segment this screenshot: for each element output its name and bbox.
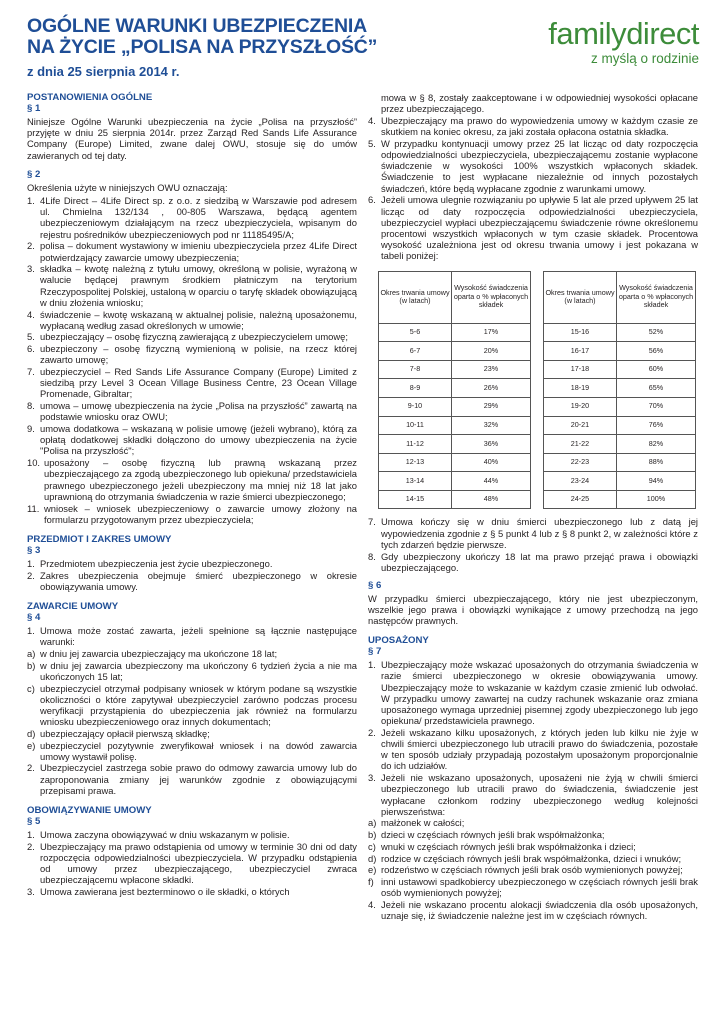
list-item-text: Jeżeli nie wskazano procentu alokacji świadczenia dla osób uposażonych, uznaje się, iż świadczenie należne jest im w częściach równych. <box>381 898 698 922</box>
table-header-benefit: Wysokość świadczenia oparta o % wpłaconych składek <box>452 271 531 323</box>
list-item <box>27 400 357 422</box>
table-row <box>544 453 696 472</box>
table-header-period: Okres trwania umowy (w latach) <box>544 271 617 323</box>
list-item-text: Gdy ubezpieczony ukończy 18 lat ma prawo przejąć prawa i obowiązki ubezpieczającego. <box>381 550 698 573</box>
table-cell-percent: 20% <box>452 342 531 361</box>
list-item <box>27 240 357 262</box>
list-item <box>27 683 357 728</box>
list-item <box>27 263 357 308</box>
benefit-table-left <box>378 271 531 510</box>
list-item <box>27 366 357 400</box>
table-row <box>379 360 531 379</box>
validity-list-end <box>368 516 698 573</box>
table-row <box>379 379 531 398</box>
table-cell-period: 7-8 <box>379 360 452 379</box>
list-item-number: 8. <box>27 400 35 412</box>
list-item-text: Ubezpieczający ma prawo do wypowiedzenia umowy w każdym czasie ze skutkiem na koniec okresu, za jaki została opłacona ostatnia składka. <box>381 114 698 138</box>
table-row <box>379 342 531 361</box>
document-title: OGÓLNE WARUNKI UBEZPIECZENIA NA ŻYCIE „POLISA NA PRZYSZŁOŚĆ” <box>27 15 378 58</box>
list-item-text: Umowa może zostać zawarta, jeżeli spełnione są łącznie następujące warunki: <box>40 625 357 648</box>
list-item-text: świadczenie – kwotę wskazaną w aktualnej polisie, należną uposażonemu, wypłacaną według zasad określonych w umowie; <box>40 308 357 331</box>
list-item <box>368 829 698 840</box>
list-item-number: b) <box>27 659 36 671</box>
table-cell-period: 9-10 <box>379 397 452 416</box>
list-item-text: w dniu jej zawarcia ubezpieczający ma ukończone 18 lat; <box>40 647 278 659</box>
list-item-text: w dniu jej zawarcia ubezpieczony ma ukończony 6 tydzień życia a nie ma ukończonych 15 lat; <box>40 659 357 682</box>
list-item-number: f) <box>368 875 374 887</box>
list-item <box>27 423 357 457</box>
list-item-text: umowa dodatkowa – wskazaną w polisie umowę (jeżeli wybrano), którą za opłatą dodatkowej składki dołączono do umowy ubezpieczenia na życie "Polisa na przyszłość"; <box>40 423 357 457</box>
list-item-text: dzieci w częściach równych jeśli brak współmałżonka; <box>381 829 605 841</box>
table-cell-period: 19-20 <box>544 397 617 416</box>
list-item <box>368 138 698 194</box>
table-row <box>379 416 531 435</box>
list-item <box>27 648 357 659</box>
list-item-number: d) <box>368 852 377 864</box>
list-item-text: mowa w § 8, zostały zaakceptowane i w odpowiedniej wysokości opłacane przez ubezpieczającego. <box>381 92 698 115</box>
list-item-number: 4. <box>368 898 376 910</box>
list-item <box>27 829 357 840</box>
list-item <box>368 772 698 817</box>
list-item-text: rodzeństwo w częściach równych jeśli brak osób wymienionych powyżej; <box>381 864 683 876</box>
list-item-text: Ubezpieczający ma prawo odstąpienia od umowy w terminie 30 dni od daty rozpoczęcia odpowiedzialności ubezpieczyciela. W przypadku odstąpienia od umowy przez ubezpieczającego, ubezpieczyciel zwraca ubezpieczającemu wpłacone składki. <box>40 840 357 886</box>
table-cell-percent: 26% <box>452 379 531 398</box>
list-item-text: ubezpieczyciel – Red Sands Life Assurance Company (Europe) Limited z siedzibą przy Level 3 Ocean Village Business Centre, 23 Ocean Village Promenade, Gibraltar; <box>40 366 357 400</box>
table-row <box>544 397 696 416</box>
list-item-number: 1. <box>27 557 35 569</box>
logo-brand: familydirect <box>548 16 699 51</box>
table-cell-percent: 52% <box>617 323 696 342</box>
list-item-number: 7. <box>27 366 35 378</box>
list-item <box>368 659 698 726</box>
paragraph-text: Określenia użyte w niniejszych OWU oznaczają: <box>27 181 228 193</box>
section-heading: UPOSAŻONY <box>368 635 429 647</box>
list-item <box>27 660 357 682</box>
list-item-number: 6. <box>27 343 35 355</box>
list-item-number <box>368 92 381 114</box>
table-row <box>544 490 696 509</box>
table-cell-period: 18-19 <box>544 379 617 398</box>
list-item-number: 3. <box>27 886 35 898</box>
table-cell-period: 16-17 <box>544 342 617 361</box>
benefit-tables <box>378 271 696 510</box>
section-heading: POSTANOWIENIA OGÓLNE <box>27 92 153 103</box>
list-item <box>368 115 698 137</box>
list-item <box>368 853 698 864</box>
list-item-text: Przedmiotem ubezpieczenia jest życie ubezpieczonego. <box>40 557 273 569</box>
list-item <box>27 625 357 647</box>
list-item <box>27 570 357 592</box>
table-row <box>379 490 531 509</box>
table-cell-percent: 36% <box>452 435 531 454</box>
list-item <box>368 516 698 550</box>
table-cell-period: 14-15 <box>379 490 452 509</box>
table-cell-period: 20-21 <box>544 416 617 435</box>
paragraph-number: § 6 <box>368 579 382 591</box>
conclusion-list <box>27 625 357 796</box>
table-row <box>544 379 696 398</box>
list-item <box>368 817 698 828</box>
list-item-text: Umowa kończy się w dniu śmierci ubezpieczonego lub z datą jej wypowiedzenia zgodnie z § 5 punkt 4 lub z § 8 punkt 2, w zależności które z tych zdarzeń będzie pierwsze. <box>381 516 698 550</box>
list-item-number: 11. <box>27 502 40 514</box>
list-item-number: 2. <box>27 840 35 852</box>
list-item-number: e) <box>368 864 377 876</box>
table-cell-percent: 65% <box>617 379 696 398</box>
right-column <box>368 92 698 922</box>
table-row <box>544 360 696 379</box>
list-item <box>27 728 357 739</box>
list-item-number: c) <box>27 682 35 694</box>
list-item <box>368 876 698 898</box>
list-item-number: 1. <box>27 195 35 207</box>
paragraph-number: § 5 <box>27 816 41 828</box>
list-item-text: W przypadku kontynuacji umowy przez 25 lat licząc od daty rozpoczęcia odpowiedzialności ubezpieczyciela, ubezpieczającemu zostanie wypłacone świadczenie w wysokości 100% wszystkich wpłaconych składek. Świadczenie to jest wypłacane niezależnie od innych pozostałych świadczeń, które będą wypłacane zgodnie z warunkami umowy. <box>381 137 698 194</box>
list-item <box>27 195 357 240</box>
table-cell-percent: 88% <box>617 453 696 472</box>
list-item-number: 10. <box>27 457 41 469</box>
list-item-number: b) <box>368 829 377 841</box>
left-column <box>27 92 357 898</box>
table-cell-percent: 32% <box>452 416 531 435</box>
table-cell-period: 8-9 <box>379 379 452 398</box>
list-item-text: inni ustawowi spadkobiercy ubezpieczonego w częściach równych jeśli brak osób wymienionych powyżej; <box>381 875 698 899</box>
table-row <box>379 435 531 454</box>
benefit-table-right <box>543 271 696 510</box>
list-item <box>368 551 698 573</box>
list-item-number: 4. <box>27 308 35 320</box>
table-cell-percent: 60% <box>617 360 696 379</box>
table-cell-period: 17-18 <box>544 360 617 379</box>
table-row <box>544 435 696 454</box>
paragraph-number: § 1 <box>27 103 41 114</box>
table-row <box>379 397 531 416</box>
table-cell-percent: 44% <box>452 472 531 491</box>
table-cell-period: 13-14 <box>379 472 452 491</box>
table-row <box>544 416 696 435</box>
list-item-text: Jeżeli wskazano kilku uposażonych, z których jeden lub kilku nie żyje w chwili śmierci ubezpieczonego lub utracili prawo do świadczenia, pozostałe w ten sposób udziały przypadają pozostałym uposażonym proporcjonalnie do ich udziałów. <box>381 726 698 772</box>
list-item <box>368 841 698 852</box>
paragraph-text: Niniejsze Ogólne Warunki ubezpieczenia na życie „Polisa na przyszłość” przyjęte w dniu 25 sierpnia 2014r. przez Zarząd Red Sands Life Assurance Company (Europe) Limited, zwane dalej OWU, stosuje się do umów zawieranych od tej daty. <box>27 116 357 161</box>
list-item-number: 5. <box>27 331 35 343</box>
list-item <box>27 841 357 886</box>
list-item <box>27 558 357 569</box>
document-date: z dnia 25 sierpnia 2014 r. <box>27 64 180 79</box>
list-item-text: Ubezpieczający może wskazać uposażonych do otrzymania świadczenia w razie śmierci ubezpieczonego w okresie obowiązywania umowy. Ubezpieczający może to wskazanie w każdym czasie zmienić lub odwołać. W przypadku umowy zawartej na cudzy rachunek wskazanie oraz zmiana uposażonego wymaga uprzedniej pisemnej zgody ubezpieczonego lub jego opiekuna/ przedstawiciela prawnego. <box>381 659 698 727</box>
list-item-text: ubezpieczyciel otrzymał podpisany wniosek w którym podane są wszystkie okoliczności o które zapytywał ubezpieczyciel zarówno podczas procesu weryfikacji przystąpienia do ubezpieczenia jak również na formularzu wniosku ubezpieczeniowego oraz innych dokumentach; <box>40 682 357 728</box>
list-item <box>27 331 357 342</box>
list-item-text: Ubezpieczyciel zastrzega sobie prawo do odmowy zawarcia umowy lub do zaproponowania zmiany jej warunków zgodnie z obowiązującymi przepisami prawa. <box>40 762 357 796</box>
list-item-number: 1. <box>27 829 35 841</box>
table-cell-percent: 17% <box>452 323 531 342</box>
list-item <box>27 309 357 331</box>
table-row <box>379 323 531 342</box>
list-item-number: 3. <box>27 263 35 275</box>
table-cell-period: 23-24 <box>544 472 617 491</box>
list-item-text: składka – kwotę należną z tytułu umowy, określoną w polisie, wyrażoną w walucie będącej prawnym środkiem płatniczym na terytorium Rzeczypospolitej Polskiej, ustaloną w oparciu o taryfę składek obowiązującą w dniu złożenia wniosku; <box>40 263 357 308</box>
list-item <box>27 762 357 796</box>
familydirect-logo <box>548 18 699 66</box>
table-cell-percent: 100% <box>617 490 696 509</box>
table-row <box>544 472 696 491</box>
section-heading: OBOWIĄZYWANIE UMOWY <box>27 805 152 817</box>
list-item <box>368 92 698 114</box>
table-cell-percent: 70% <box>617 397 696 416</box>
beneficiary-list <box>368 659 698 921</box>
list-item-text: Jeżeli umowa ulegnie rozwiązaniu po upływie 5 lat ale przed upływem 25 lat licząc od daty rozpoczęcia odpowiedzialności ubezpieczyciela, ubezpieczyciel wypłaci ubezpieczającemu świadczenie równe określonemu procentowi wszystkich wpłaconych w tym czasie składek. Procentowa wysokość uzależniona jest od okresu trwania umowy i jest pokazana w tabeli poniżej: <box>381 194 698 262</box>
list-item-number: 7. <box>368 516 376 528</box>
list-item-number: e) <box>27 739 36 751</box>
list-item-text: ubezpieczający – osobę fizyczną zawierającą z ubezpieczycielem umowę; <box>40 331 348 343</box>
table-row <box>544 323 696 342</box>
list-item-number: 5. <box>368 137 376 149</box>
table-cell-percent: 29% <box>452 397 531 416</box>
definitions-list <box>27 195 357 525</box>
list-item-number: 2. <box>27 240 35 252</box>
list-item-number: a) <box>27 647 36 659</box>
list-item-text: wniosek – wniosek ubezpieczeniowy o zawarcie umowy złożony na formularzu przygotowanym przez ubezpieczyciela; <box>44 502 357 525</box>
table-row <box>379 472 531 491</box>
document-title-block <box>27 16 417 79</box>
list-item-text: umowa – umowę ubezpieczenia na życie „Polisa na przyszłość” zawartą na podstawie wniosku oraz OWU; <box>40 400 357 423</box>
list-item-text: wnuki w częściach równych jeśli brak współmałżonka i dzieci; <box>381 840 636 852</box>
list-item-number: d) <box>27 727 36 739</box>
table-header-period: Okres trwania umowy (w latach) <box>379 271 452 323</box>
list-item <box>368 899 698 921</box>
list-item-number: 1. <box>27 625 35 637</box>
list-item-number: 1. <box>368 659 376 671</box>
paragraph-number: § 7 <box>368 646 382 658</box>
section-heading: ZAWARCIE UMOWY <box>27 601 119 613</box>
list-item-text: małżonek w całości; <box>381 817 465 829</box>
table-cell-percent: 40% <box>452 453 531 472</box>
list-item-number: 2. <box>27 569 35 581</box>
list-item <box>368 194 698 261</box>
list-item <box>368 727 698 772</box>
list-item <box>27 740 357 762</box>
validity-list-continued <box>368 92 698 262</box>
list-item-text: rodzice w częściach równych jeśli brak współmałżonka, dzieci i wnuków; <box>381 852 682 864</box>
list-item-text: ubezpieczony – osobę fizyczną wymienioną w polisie, na rzecz której zawarto umowę; <box>40 343 357 366</box>
list-item-text: Jeżeli nie wskazano uposażonych, uposażeni nie żyją w chwili śmierci ubezpieczonego lub utracili prawo do świadczenia, świadczenie jest wypłacane członkom rodziny ubezpieczonego według kolejności pierwszeństwa: <box>381 772 698 817</box>
table-row <box>544 342 696 361</box>
table-cell-period: 6-7 <box>379 342 452 361</box>
table-cell-percent: 76% <box>617 416 696 435</box>
list-item-number: 9. <box>27 423 35 435</box>
list-item-number: 2. <box>368 726 376 738</box>
list-item <box>27 457 357 502</box>
list-item <box>27 503 357 525</box>
table-header-benefit: Wysokość świadczenia oparta o % wpłaconych składek <box>617 271 696 323</box>
section-heading: PRZEDMIOT I ZAKRES UMOWY <box>27 533 172 545</box>
list-item <box>368 864 698 875</box>
list-item-text: uposażony – osobę fizyczną lub prawną wskazaną przez ubezpieczającego za zgodą ubezpieczonego lub opiekuna/ przedstawiciela prawnego ubezpieczonego jeżeli ubezpieczony ma mniej niż 18 lat jako uprawnioną do otrzymania świadczenia w razie śmierci ubezpieczonego; <box>44 457 357 502</box>
list-item-text: Zakres ubezpieczenia obejmuje śmierć ubezpieczonego w okresie obowiązywania umowy. <box>40 569 357 592</box>
list-item-number: 8. <box>368 550 376 562</box>
list-item-number: c) <box>368 840 376 852</box>
scope-list <box>27 558 357 592</box>
list-item-text: polisa – dokument wystawiony w imieniu ubezpieczyciela przez 4Life Direct potwierdzający zawarcie umowy ubezpieczenia; <box>40 240 357 263</box>
validity-list <box>27 829 357 897</box>
table-cell-percent: 94% <box>617 472 696 491</box>
table-cell-percent: 56% <box>617 342 696 361</box>
list-item-number: a) <box>368 817 377 829</box>
logo-tagline: z myślą o rodzinie <box>590 51 699 66</box>
list-item-number: 6. <box>368 194 376 206</box>
list-item-text: ubezpieczający opłacił pierwszą składkę; <box>40 727 210 739</box>
table-cell-period: 21-22 <box>544 435 617 454</box>
table-cell-period: 22-23 <box>544 453 617 472</box>
paragraph-number: § 4 <box>27 612 41 624</box>
list-item-number: 2. <box>27 762 35 774</box>
list-item-text: ubezpieczyciel pozytywnie zweryfikował wniosek i na dowód zawarcia umowy wystawił polisę. <box>40 739 357 762</box>
list-item-text: Umowa zawierana jest bezterminowo o ile składki, o których <box>40 886 290 898</box>
list-item <box>27 886 357 897</box>
table-cell-period: 12-13 <box>379 453 452 472</box>
table-cell-period: 15-16 <box>544 323 617 342</box>
table-cell-period: 11-12 <box>379 435 452 454</box>
paragraph-number: § 3 <box>27 544 41 556</box>
list-item <box>27 343 357 365</box>
paragraph-number: § 2 <box>27 168 41 180</box>
paragraph-text: W przypadku śmierci ubezpieczającego, który nie jest ubezpieczonym, wszelkie jego prawa i obowiązki wynikające z umowy przechodzą na jego następców prawnych. <box>368 592 698 626</box>
table-cell-percent: 23% <box>452 360 531 379</box>
table-cell-period: 5-6 <box>379 323 452 342</box>
list-item-number: 3. <box>368 772 376 784</box>
list-item-text: 4Life Direct – 4Life Direct sp. z o.o. z siedzibą w Warszawie pod adresem ul. Chmielna 132/134 , 00-805 Warszawa, będącą agentem ubezpieczeniowym działającym na rzecz ubezpieczyciela, wpisanym do rejestru pośredników ubezpieczeniowych pod nr 11185495/A; <box>40 195 357 240</box>
list-item-text: Umowa zaczyna obowiązywać w dniu wskazanym w polisie. <box>40 829 290 841</box>
table-cell-percent: 82% <box>617 435 696 454</box>
table-cell-period: 10-11 <box>379 416 452 435</box>
list-item-number: 4. <box>368 114 376 126</box>
table-row <box>379 453 531 472</box>
table-cell-period: 24-25 <box>544 490 617 509</box>
table-cell-percent: 48% <box>452 490 531 509</box>
